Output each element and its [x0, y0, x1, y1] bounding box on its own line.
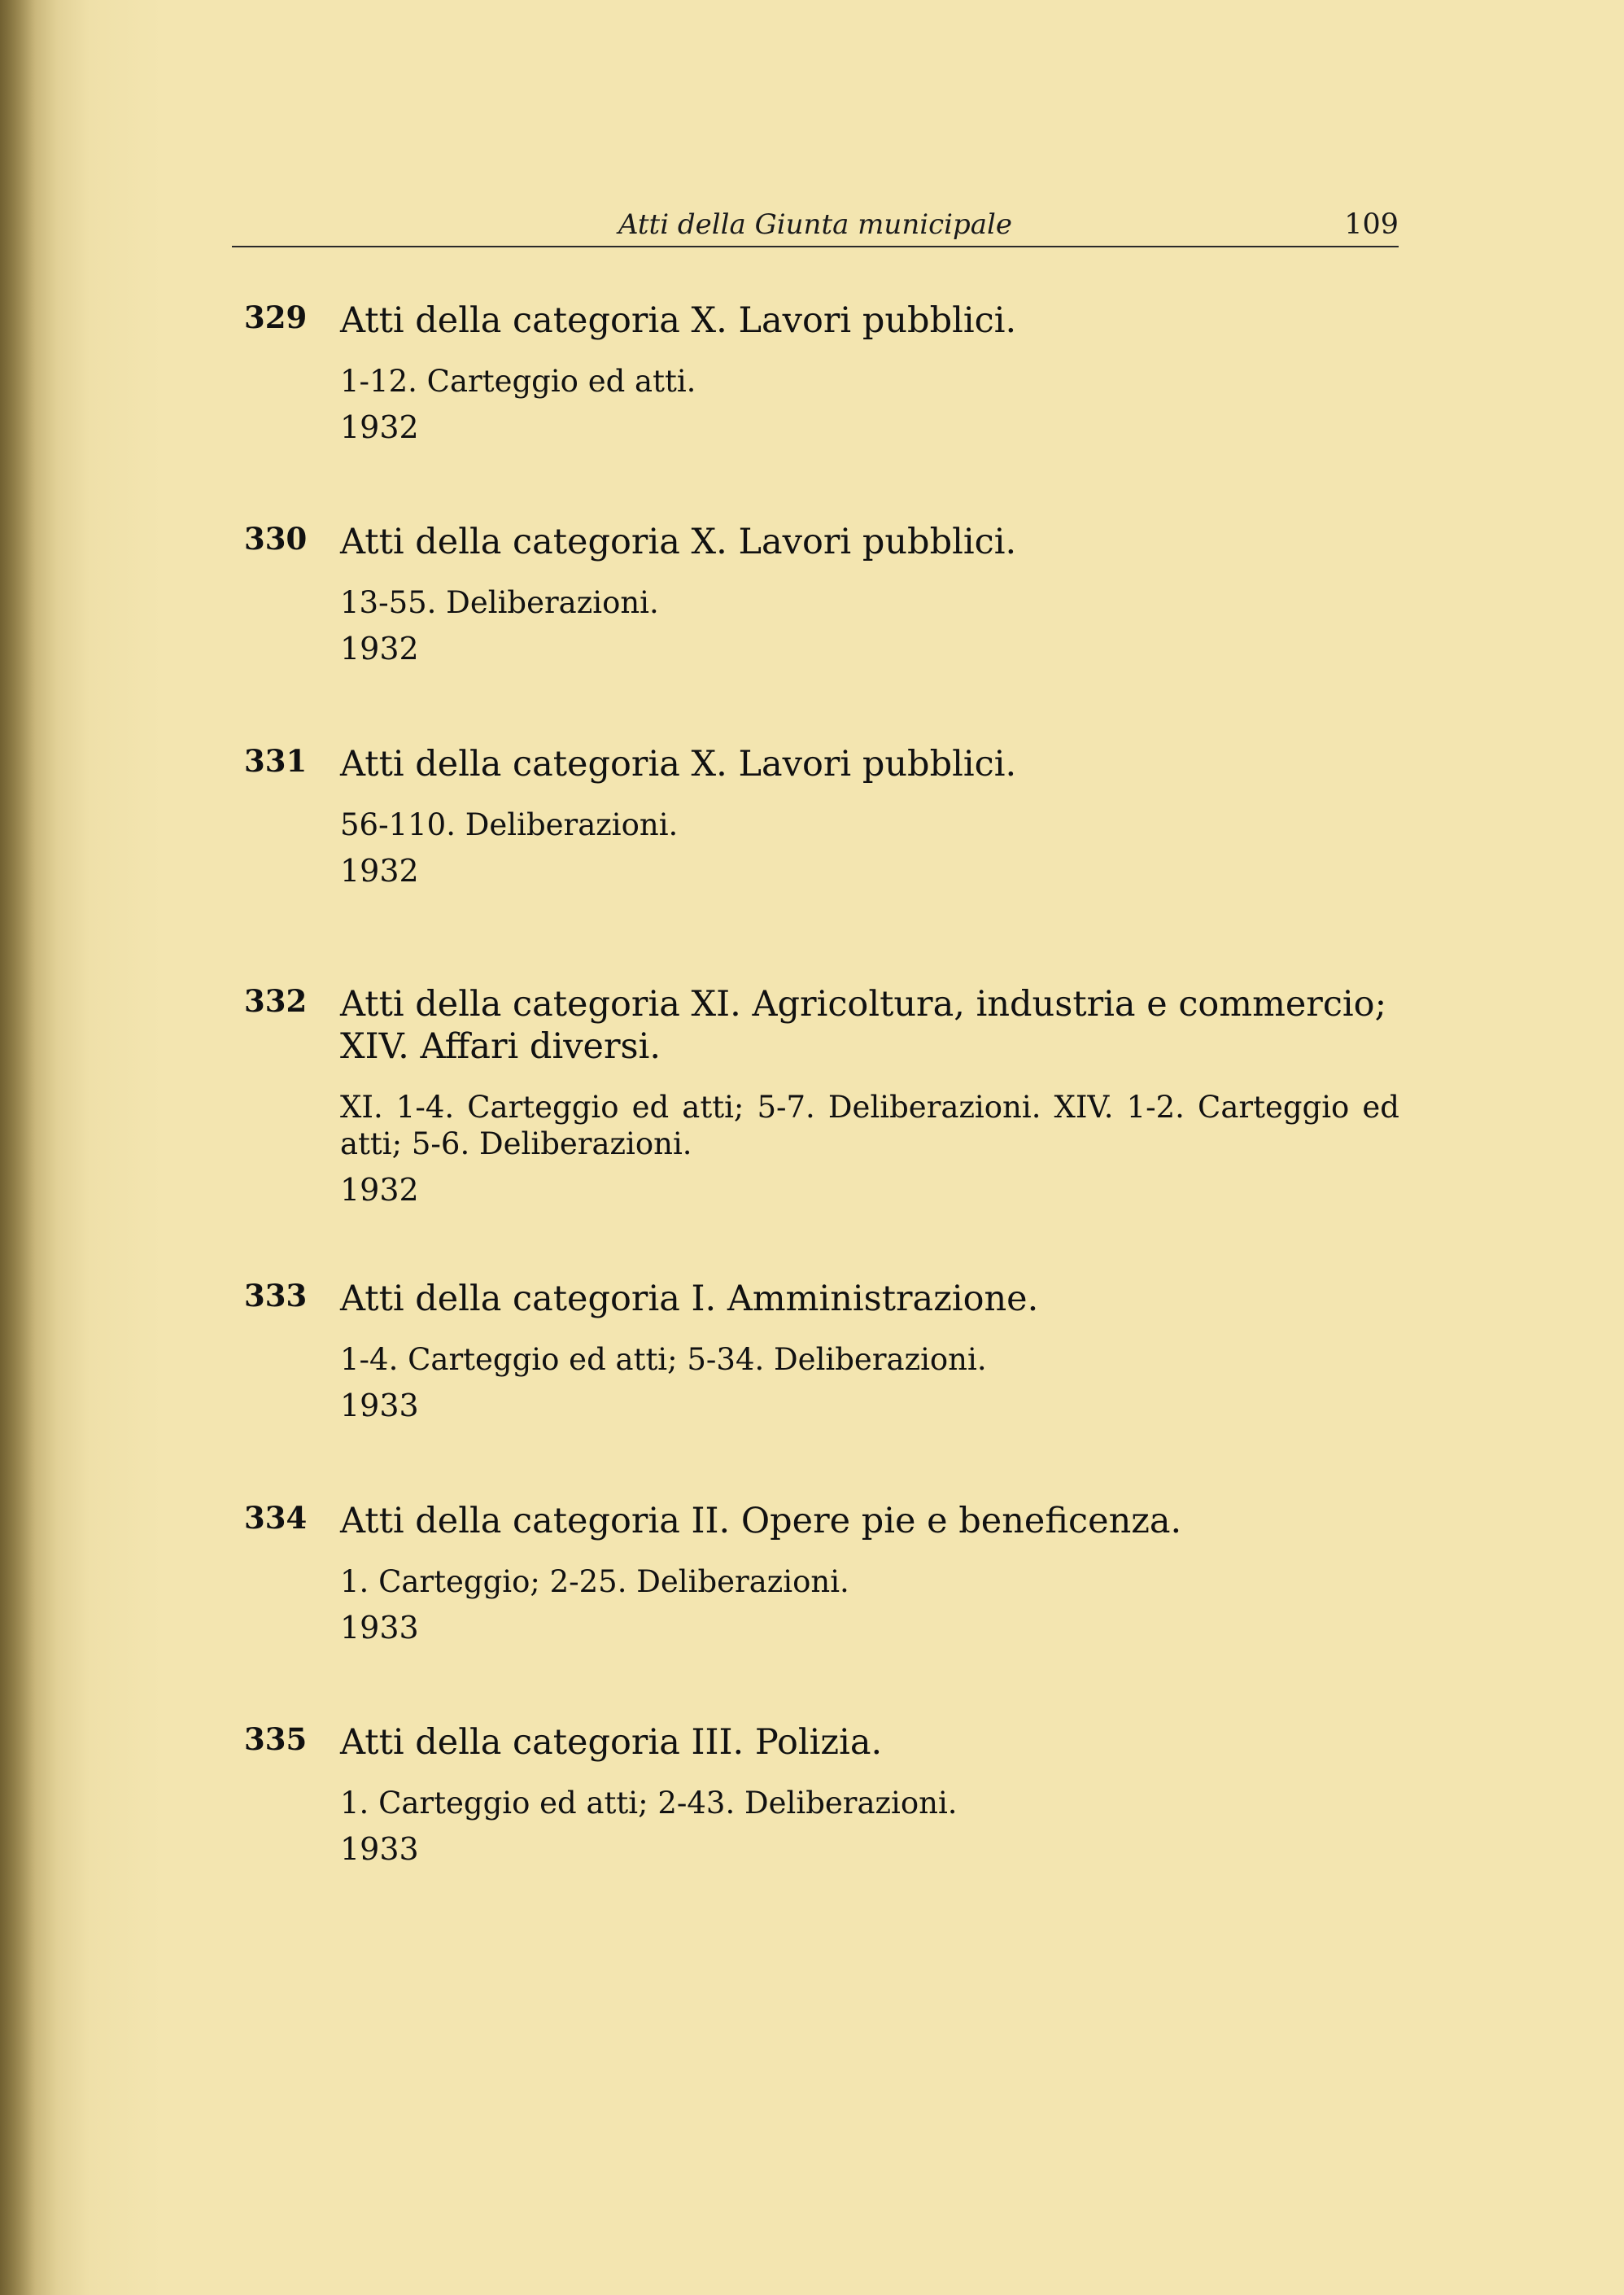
entry-title: Atti della categoria II. Opere pie e beneficenza.	[340, 1501, 1182, 1541]
entry-body	[340, 521, 1399, 667]
entry-year: 1933	[340, 1831, 419, 1867]
entry-title: Atti della categoria I. Amministrazione.	[340, 1279, 1039, 1319]
entry-body	[340, 1278, 1399, 1424]
entry-title: Atti della categoria XI. Agricoltura, industria e commercio; XIV. Affari diversi.	[340, 984, 1387, 1067]
entry-title: Atti della categoria III. Polizia.	[340, 1722, 883, 1763]
entry-number: 331	[244, 743, 308, 779]
page-number: 109	[1344, 208, 1399, 241]
entry-number: 333	[244, 1278, 308, 1314]
entry-number: 329	[244, 299, 308, 335]
entry-body	[340, 743, 1399, 890]
entry-title: Atti della categoria X. Lavori pubblici.	[340, 300, 1017, 341]
running-header	[232, 203, 1399, 247]
entry-description: 1-12. Carteggio ed atti.	[340, 364, 696, 399]
entry-body	[340, 1721, 1399, 1868]
entry-year: 1932	[340, 409, 419, 445]
entry-year: 1932	[340, 1172, 419, 1208]
entry-body	[340, 983, 1399, 1209]
entry-description: 56-110. Deliberazioni.	[340, 807, 679, 842]
entry-number: 330	[244, 521, 308, 557]
header-title: Atti della Giunta municipale	[618, 208, 1013, 241]
entry-year: 1932	[340, 631, 419, 667]
entry-body	[340, 299, 1399, 446]
entry-title: Atti della categoria X. Lavori pubblici.	[340, 744, 1017, 785]
entry-year: 1933	[340, 1610, 419, 1646]
entry-number: 335	[244, 1721, 308, 1757]
spine-shadow	[0, 0, 36, 2295]
entry-number: 332	[244, 983, 308, 1019]
entry-body	[340, 1500, 1399, 1646]
entry-year: 1932	[340, 853, 419, 889]
entry-description: 1. Carteggio; 2-25. Deliberazioni.	[340, 1564, 849, 1599]
entry-description: 13-55. Deliberazioni.	[340, 585, 659, 620]
entry-description: XI. 1-4. Carteggio ed atti; 5-7. Deliberazioni. XIV. 1-2. Carteggio ed atti; 5-6. Deliberazioni.	[340, 1090, 1399, 1161]
entry-description: 1-4. Carteggio ed atti; 5-34. Deliberazioni.	[340, 1342, 987, 1377]
entry-title: Atti della categoria X. Lavori pubblici.	[340, 522, 1017, 562]
entry-description: 1. Carteggio ed atti; 2-43. Deliberazioni.	[340, 1786, 958, 1821]
entry-number: 334	[244, 1500, 308, 1536]
entry-year: 1933	[340, 1388, 419, 1423]
